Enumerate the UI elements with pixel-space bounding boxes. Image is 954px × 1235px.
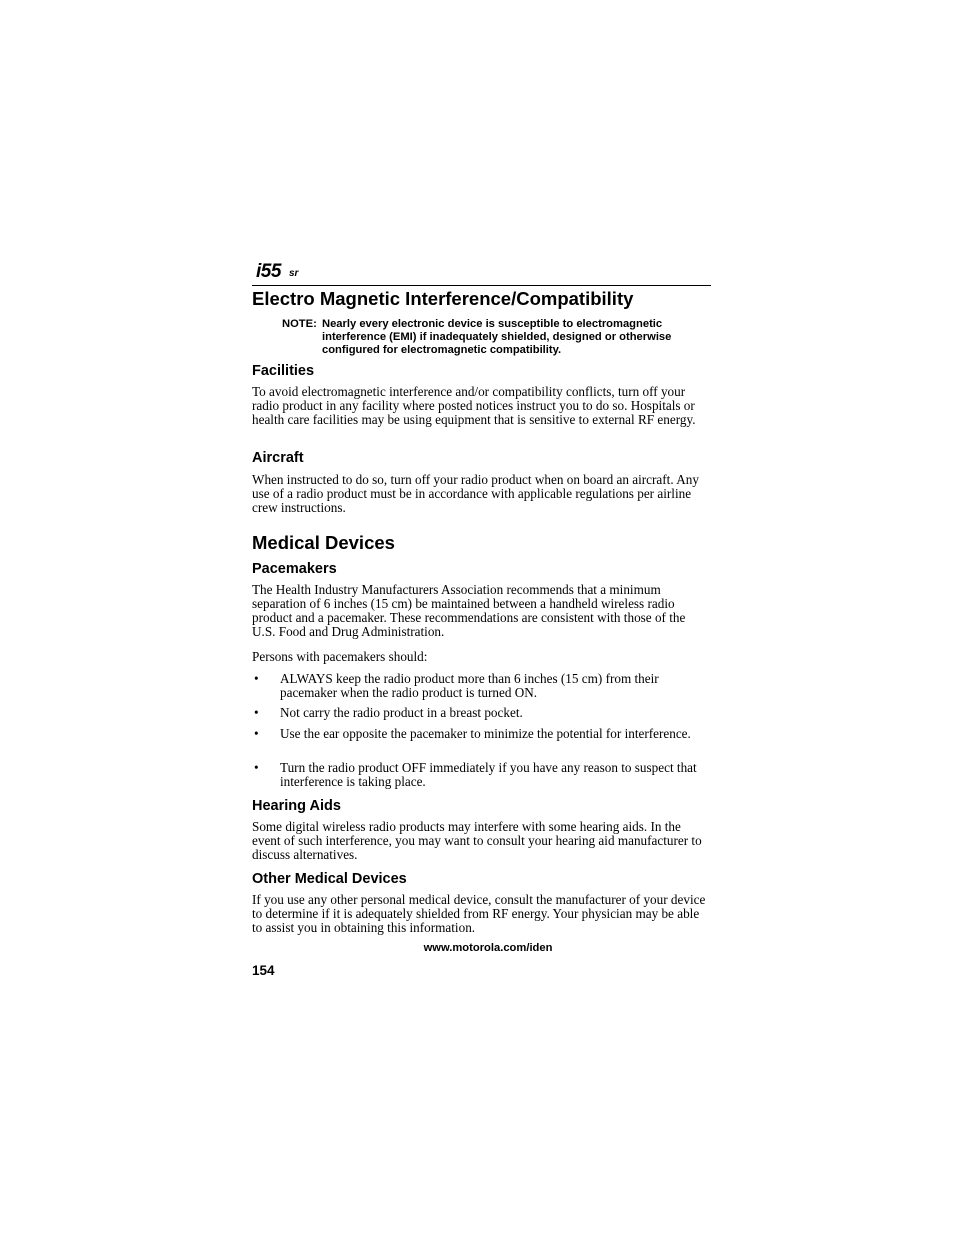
bullet-dot: • bbox=[254, 760, 259, 775]
emi-section-title: Electro Magnetic Interference/Compatibility bbox=[252, 288, 634, 309]
pacemakers-intro: Persons with pacemakers should: bbox=[252, 649, 428, 664]
bullet-text: Use the ear opposite the pacemaker to minimize the potential for interference. bbox=[280, 726, 691, 741]
logo-suffix: sr bbox=[289, 268, 299, 279]
note-text: Nearly every electronic device is susceptible to electromagnetic interference (EMI) if inadequately shielded, designed or otherwise configured for electromagnetic compatibility. bbox=[322, 318, 672, 356]
aircraft-text: When instructed to do so, turn off your radio product when on board an aircraft. Any use of a radio product must be in accordance with applicable regulations per airline crew instructions. bbox=[252, 472, 699, 515]
pacemakers-text: The Health Industry Manufacturers Association recommends that a minimum separation of 6 inches (15 cm) be maintained between a handheld wireless radio product and a pacemaker. These recommendations are consistent with those of the U.S. Food and Drug Administration. bbox=[252, 582, 686, 639]
bullet-text: ALWAYS keep the radio product more than 6 inches (15 cm) from their pacemaker when the radio product is turned ON. bbox=[280, 671, 659, 700]
manual-page bbox=[252, 261, 712, 978]
facilities-text: To avoid electromagnetic interference and/or compatibility conflicts, turn off your radio product in any facility where posted notices instruct you to do so. Hospitals or health care facilities may be using equipment that is sensitive to external RF energy. bbox=[252, 384, 696, 427]
medical-section-title: Medical Devices bbox=[252, 532, 395, 553]
bullet-dot: • bbox=[254, 726, 259, 741]
logo-model: i55 bbox=[256, 261, 281, 282]
footer-url: www.motorola.com/iden bbox=[423, 942, 553, 954]
bullet-dot: • bbox=[254, 671, 259, 686]
i55sr-logo bbox=[252, 262, 712, 282]
facilities-heading: Facilities bbox=[252, 363, 315, 379]
header-rule bbox=[252, 285, 711, 286]
bullet-dot: • bbox=[254, 705, 259, 720]
bullet-text: Turn the radio product OFF immediately if you have any reason to suspect that interference is taking place. bbox=[280, 760, 697, 789]
hearing-aids-heading: Hearing Aids bbox=[252, 798, 341, 814]
bullet-text: Not carry the radio product in a breast pocket. bbox=[280, 705, 523, 720]
note-label: NOTE: bbox=[282, 318, 317, 330]
other-devices-text: If you use any other personal medical device, consult the manufacturer of your device to determine if it is adequately shielded from RF energy. Your physician may be able to assist you in obtaining this information. bbox=[252, 892, 706, 935]
other-devices-heading: Other Medical Devices bbox=[252, 871, 407, 887]
aircraft-heading: Aircraft bbox=[252, 450, 304, 466]
page-number: 154 bbox=[252, 963, 275, 978]
hearing-aids-text: Some digital wireless radio products may interfere with some hearing aids. In the event of such interference, you may want to consult your hearing aid manufacturer to discuss alternatives. bbox=[252, 819, 702, 862]
pacemakers-heading: Pacemakers bbox=[252, 561, 337, 577]
